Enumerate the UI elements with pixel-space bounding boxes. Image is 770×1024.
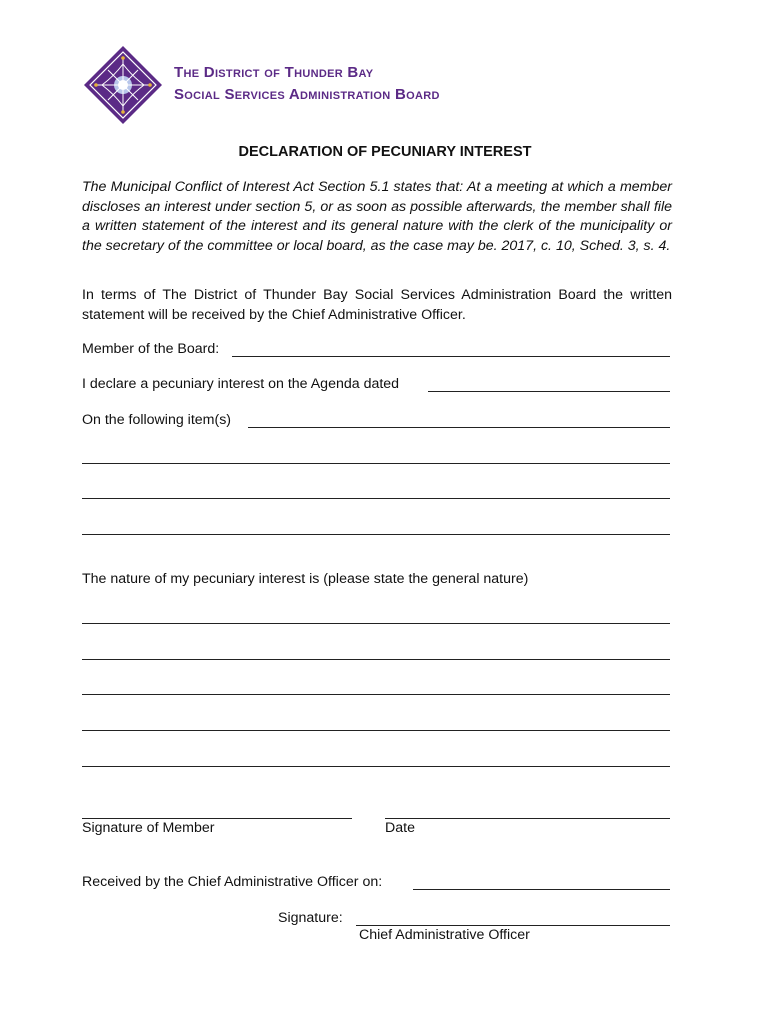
nature-label: The nature of my pecuniary interest is (please state the general nature)	[82, 571, 529, 587]
member-signature-label: Signature of Member	[82, 820, 215, 836]
items-line[interactable]	[82, 498, 670, 499]
agenda-date-field[interactable]	[428, 391, 670, 392]
nature-line[interactable]	[82, 659, 670, 660]
items-label: On the following item(s)	[82, 412, 232, 428]
org-name-line2: Social Services Administration Board	[174, 86, 440, 103]
date-label: Date	[385, 820, 415, 836]
agenda-date-label: I declare a pecuniary interest on the Agenda dated	[82, 376, 400, 392]
page-title: DECLARATION OF PECUNIARY INTEREST	[238, 144, 532, 160]
cao-signature-field[interactable]	[356, 925, 670, 926]
received-date-field[interactable]	[413, 889, 670, 890]
statute-paragraph: The Municipal Conflict of Interest Act Section 5.1 states that: At a meeting at which a member discloses an interest under section 5, or as soon as possible afterwards, the member shall file a written statement of the interest and its general nature with the clerk of the municipality or the secretary of the committee or local board, as the case may be. 2017, c. 10, Sched. 3, s. 4.	[82, 179, 672, 254]
cao-signature-label: Signature:	[278, 910, 343, 926]
nature-line[interactable]	[82, 623, 670, 624]
member-field[interactable]	[232, 356, 670, 357]
organization-logo-icon	[82, 44, 164, 126]
nature-line[interactable]	[82, 694, 670, 695]
date-field[interactable]	[385, 818, 670, 819]
received-label: Received by the Chief Administrative Officer on:	[82, 874, 383, 890]
nature-line[interactable]	[82, 766, 670, 767]
org-name-line1: The District of Thunder Bay	[174, 64, 374, 81]
member-label: Member of the Board:	[82, 341, 220, 357]
nature-line[interactable]	[82, 730, 670, 731]
items-line[interactable]	[82, 463, 670, 464]
terms-paragraph: In terms of The District of Thunder Bay Social Services Administration Board the written statement will be received by the Chief Administrative Officer.	[82, 287, 672, 323]
items-field[interactable]	[248, 427, 670, 428]
member-signature-field[interactable]	[82, 818, 352, 819]
items-line[interactable]	[82, 534, 670, 535]
cao-title-label: Chief Administrative Officer	[359, 927, 530, 943]
